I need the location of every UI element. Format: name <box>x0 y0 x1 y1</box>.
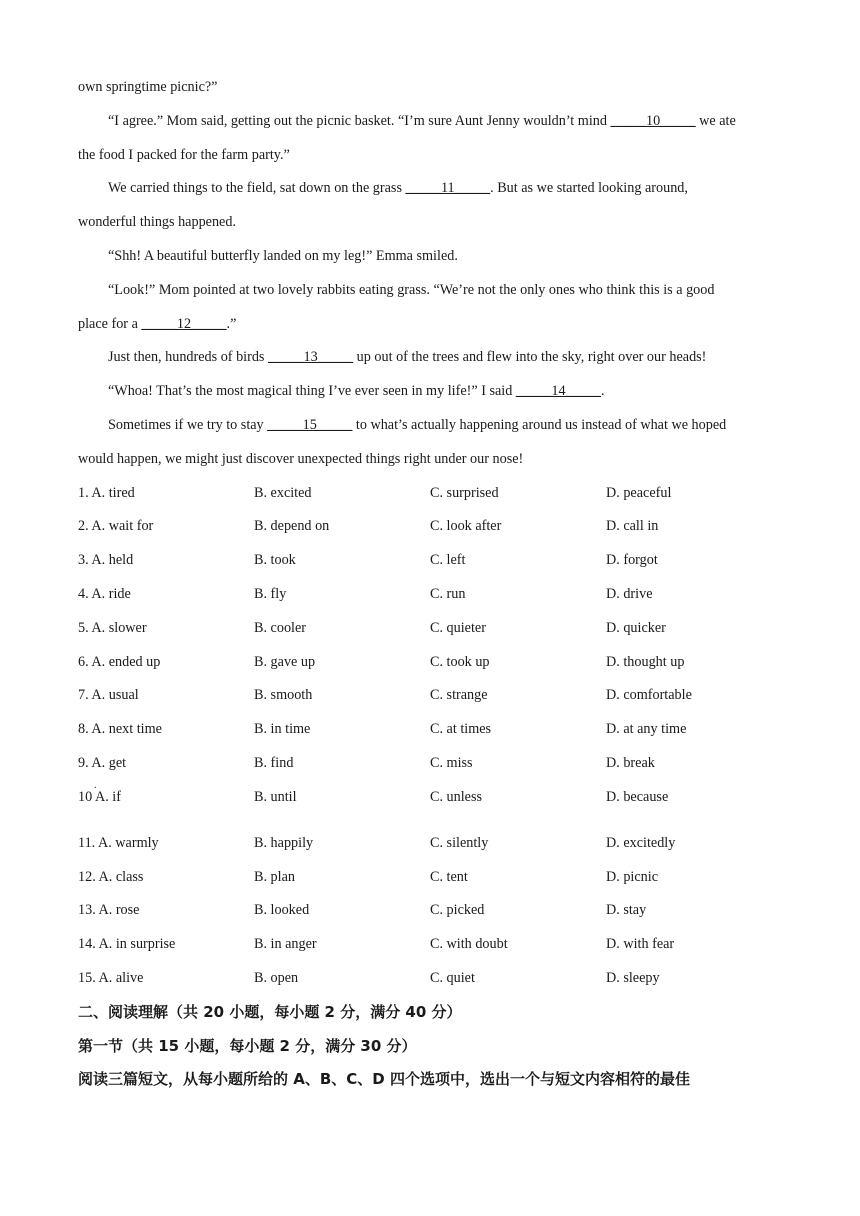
option-b: B. took <box>254 552 296 569</box>
question-options <box>78 612 788 646</box>
passage-text: place for a <box>78 315 142 332</box>
passage-line <box>78 172 788 206</box>
subsection-heading: 第一节（共 15 小题，每小题 2 分，满分 30 分） <box>78 1036 417 1055</box>
question-options <box>78 510 788 544</box>
option-d: D. quicker <box>606 619 666 636</box>
passage-line <box>78 308 788 342</box>
option-a: 4. A. ride <box>78 585 131 602</box>
option-b: B. smooth <box>254 687 313 704</box>
option-a: 9. A. get <box>78 754 127 771</box>
blank-15: _____15_____ <box>267 416 353 433</box>
blank-11: _____11_____ <box>405 180 491 197</box>
passage-text: “Look!” Mom pointed at two lovely rabbits eating grass. “We’re not the only ones who think this is a good <box>108 281 715 298</box>
option-b: B. fly <box>254 585 287 602</box>
passage-line <box>78 409 788 443</box>
option-d: D. because <box>606 788 669 805</box>
option-b: B. in anger <box>254 936 317 953</box>
passage-line <box>78 139 788 173</box>
option-d: D. at any time <box>606 721 687 738</box>
instruction-text: 阅读三篇短文，从每小题所给的 A、B、C、D 四个选项中，选出一个与短文内容相符的最佳 <box>78 1070 690 1089</box>
option-d: D. forgot <box>606 552 658 569</box>
passage-line <box>78 240 788 274</box>
option-c: C. with doubt <box>430 936 508 953</box>
passage-text: wonderful things happened. <box>78 214 236 231</box>
option-b: B. looked <box>254 902 310 919</box>
question-options <box>78 747 788 781</box>
option-a: 5. A. slower <box>78 619 147 636</box>
question-options <box>78 679 788 713</box>
blank-14: _____14_____ <box>515 383 602 400</box>
blank-10: _____10_____ <box>610 112 696 129</box>
option-b: B. depend on <box>254 518 330 535</box>
question-options <box>78 894 788 928</box>
passage-text: “Whoa! That’s the most magical thing I’ve ever seen in my life!” I said <box>108 383 516 400</box>
passage-text: up out of the trees and flew into the sky, right over our heads! <box>353 349 707 366</box>
option-c: C. left <box>430 552 466 569</box>
option-b: B. find <box>254 754 294 771</box>
option-d: D. peaceful <box>606 484 672 501</box>
passage-text: to what’s actually happening around us instead of what we hoped <box>352 416 727 433</box>
option-a: 2. A. wait for <box>78 518 154 535</box>
passage-line <box>78 105 788 139</box>
option-d: D. thought up <box>606 653 685 670</box>
passage-text: own springtime picnic?” <box>78 79 218 95</box>
option-a: 13. A. rose <box>78 902 140 919</box>
option-c: C. tent <box>430 868 468 885</box>
option-c: C. took up <box>430 653 490 670</box>
option-c: C. unless <box>430 788 483 805</box>
exam-content <box>78 71 788 1097</box>
option-c: C. quieter <box>430 619 486 636</box>
question-options <box>78 861 788 895</box>
option-d: D. comfortable <box>606 687 692 704</box>
option-c: C. miss <box>430 754 473 771</box>
option-b: B. cooler <box>254 619 307 636</box>
option-a: 14. A. in surprise <box>78 936 176 953</box>
option-a: 11. A. warmly <box>78 834 159 851</box>
option-d: D. call in <box>606 518 659 535</box>
passage-line <box>78 375 788 409</box>
option-d: D. picnic <box>606 868 659 885</box>
option-a: 12. A. class <box>78 868 144 885</box>
option-d: D. with fear <box>606 936 675 953</box>
option-a: 7. A. usual <box>78 687 139 704</box>
passage-text: the food I packed for the farm party.” <box>78 146 290 163</box>
passage-text: Just then, hundreds of birds <box>108 349 268 366</box>
question-options <box>78 544 788 578</box>
option-b: B. in time <box>254 721 311 738</box>
passage-line <box>78 274 788 308</box>
passage-line <box>78 206 788 240</box>
passage-text: .” <box>226 315 237 332</box>
option-b: B. plan <box>254 868 295 885</box>
passage-line <box>78 71 788 105</box>
option-a: 8. A. next time <box>78 721 162 738</box>
option-b: B. open <box>254 969 299 986</box>
option-a: 6. A. ended up <box>78 653 161 670</box>
question-options <box>78 962 788 996</box>
option-b: B. happily <box>254 834 314 851</box>
option-d: D. sleepy <box>606 969 660 986</box>
question-options <box>78 928 788 962</box>
question-options <box>78 781 788 827</box>
stray-dot-mark: . <box>94 779 97 791</box>
option-b: B. excited <box>254 484 312 501</box>
question-options <box>78 578 788 612</box>
option-c: C. at times <box>430 721 492 738</box>
passage-text: We carried things to the field, sat down on the grass <box>108 180 406 197</box>
option-c: C. surprised <box>430 484 499 501</box>
question-options <box>78 477 788 511</box>
option-c: C. look after <box>430 518 502 535</box>
blank-12: _____12_____ <box>141 315 227 332</box>
question-options <box>78 646 788 680</box>
option-c: C. quiet <box>430 969 475 986</box>
question-options <box>78 827 788 861</box>
option-c: C. picked <box>430 902 485 919</box>
blank-13: _____13_____ <box>268 349 354 366</box>
option-a: 3. A. held <box>78 552 134 569</box>
passage-text: “I agree.” Mom said, getting out the picnic basket. “I’m sure Aunt Jenny wouldn’t mind <box>108 112 611 129</box>
passage-text: . <box>601 383 605 400</box>
option-d: D. break <box>606 754 655 771</box>
option-d: D. stay <box>606 902 647 919</box>
option-d: D. excitedly <box>606 834 676 851</box>
option-d: D. drive <box>606 585 653 602</box>
option-c: C. run <box>430 585 466 602</box>
passage-text: we ate <box>695 112 736 129</box>
option-a: 10 A. if <box>78 788 121 805</box>
option-c: C. strange <box>430 687 488 704</box>
option-b: B. until <box>254 788 297 805</box>
option-c: C. silently <box>430 834 489 851</box>
passage-text: would happen, we might just discover unexpected things right under our nose! <box>78 450 524 467</box>
option-a: 1. A. tired <box>78 484 135 501</box>
option-a: 15. A. alive <box>78 969 144 986</box>
passage-line <box>78 443 788 477</box>
question-options <box>78 713 788 747</box>
passage-line <box>78 341 788 375</box>
section-heading-reading: 二、阅读理解（共 20 小题，每小题 2 分，满分 40 分） <box>78 1002 462 1021</box>
passage-text: “Shh! A beautiful butterfly landed on my leg!” Emma smiled. <box>108 247 458 264</box>
passage-text: Sometimes if we try to stay <box>108 416 268 433</box>
passage-text: . But as we started looking around, <box>490 180 688 197</box>
option-b: B. gave up <box>254 653 316 670</box>
